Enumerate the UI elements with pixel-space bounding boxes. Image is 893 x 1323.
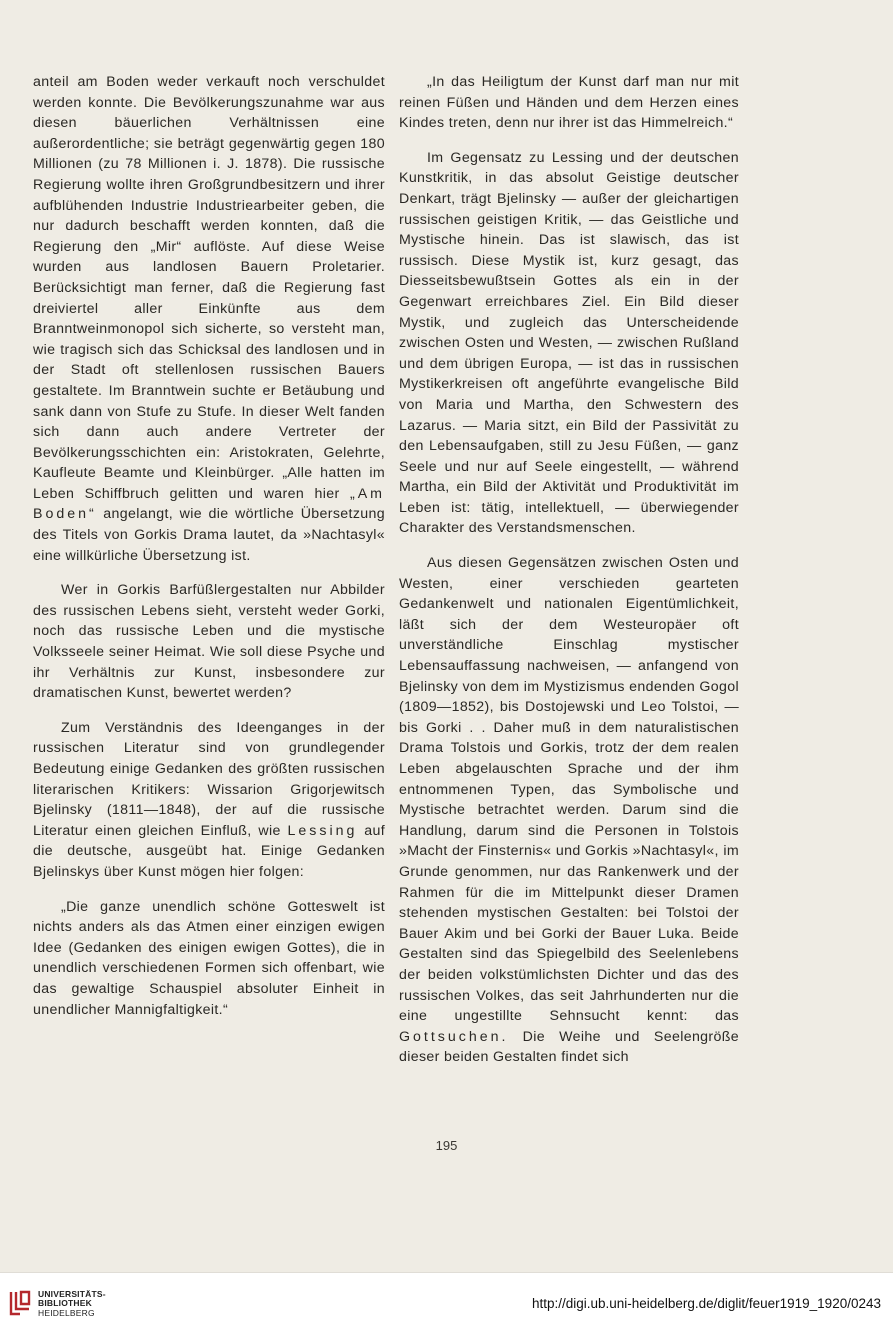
paragraph <box>33 718 385 883</box>
page-number: 195 <box>435 1138 458 1153</box>
paragraph-text: Aus diesen Gegensätzen zwischen Osten und Westen, einer verschieden gearteten Gedankenwelt und nationalen Eigentümlichkeit, läßt sich der dem Westeuropäer oft unverständliche Einschlag mystischer Lebensauffassung nachweisen, — anfangend von Bjelinsky von dem im Mystizismus endenden Gogol (1809—1852), bis Dostojewski und Leo Tolstoi, — bis Gorki . . Daher muß in dem naturalistischen Drama Tolstois und Gorkis, trotz der dem realen Leben abgelauschten Sprache und der ihm entnommenen Typen, das Symbolische und Mystische betrachtet werden. Darum sind die Handlung, darum sind die Personen in Tolstois »Macht der Finsternis« und Gorkis »Nachtasyl«, im Grunde genommen, nur das Rankenwerk und der Rahmen für die im Mittelpunkt dieser Dramen stehenden mystischen Gestalten: bei Tolstoi der Bauer Akim und bei Gorki der Bauer Luka. Beide Gestalten sind das Spiegelbild des Seelenlebens der beiden volkstümlichsten Dichter und das des russischen Volkes, das seit Jahrhunderten nur die eine ungestillte Sehnsucht kennt: das <box>399 555 739 1025</box>
right-text-column <box>399 72 739 1068</box>
quote-paragraph: „In das Heiligtum der Kunst darf man nur mit reinen Füßen und Händen und dem Herzen eines Kindes treten, denn nur ihrer ist das Himmelreich.“ <box>399 74 739 132</box>
paragraph: Im Gegensatz zu Lessing und der deutschen Kunstkritik, in das absolut Geistige deutscher Denkart, trägt Bjelinsky — außer der gleichartigen russischen geistigen Kritik, — das Geistliche und Mystische hinein. Das ist slawisch, das ist russisch. Diese Mystik ist, kurz gesagt, das Diesseitsbewußtsein Gottes als ein in der Gegenwart erreichbares Ziel. Ein Bild dieser Mystik, und zugleich das Unterscheidende zwischen Osten und Westen, — zwischen Rußland und dem übrigen Europa, — ist das in russischen Mystikerkreisen oft angeführte evangelische Bild von Maria und Martha, den Schwestern des Lazarus. — Maria sitzt, ein Bild der Passivität zu den Lebensaufgaben, still zu Jesu Füßen, — ganz Seele und nur auf Seele eingestellt, — während Martha, ein Bild der Aktivität und Produktivität im Leben ist: tätig, intellektuell, — überwiegender Charakter des Verstandsmenschen. <box>399 149 739 537</box>
logo-line: BIBLIOTHEK <box>38 1298 92 1309</box>
spaced-text: Gottsuchen. <box>399 1028 509 1045</box>
paragraph-text: anteil am Boden weder verkauft noch verschuldet werden konnte. Die Bevölkerungszunahme war aus diesen bäuerlichen Verhältnissen eine außerordentliche; sie beträgt gegenwärtig gegen 180 Millionen (zu 78 Millionen i. J. 1878). Die russische Regierung wollte ihren Großgrundbesitzern und ihrer aufblühenden Industrie Industriearbeiter geben, die nur dadurch beschafft werden konnten, daß die Regierung den „Mir“ auflöste. Auf diese Weise wurden aus landlosen Bauern Proletarier. Berücksichtigt man ferner, daß die Regierung fast dreiviertel aller Einkünfte aus dem Branntweinmonopol sich sicherte, so versteht man, wie tragisch sich das Schicksal des landlosen und in der Stadt oft stellenlosen russischen Bauers gestaltete. Im Branntwein suchte er Betäubung und sank dann von Stufe zu Stufe. In dieser Welt fanden sich dann auch andere Vertreter der Bevölkerungsschichten ein: Aristokraten, Gelehrte, Kaufleute Beamte und Kleinbürger. „Alle hatten im Leben Schiffbruch gelitten und waren hier <box>33 74 385 502</box>
paragraph-text: auf die deutsche, ausgeübt hat. Einige Gedanken Bjelinskys über Kunst mögen hier folgen: <box>33 822 385 880</box>
spaced-text: „Am Boden“ <box>33 485 385 523</box>
source-url-link[interactable]: http://digi.ub.uni-heidelberg.de/diglit/feuer1919_1920/0243 <box>531 1296 881 1311</box>
library-logo-icon[interactable] <box>8 1290 32 1316</box>
logo-line: UNIVERSITÄTS- <box>38 1289 106 1299</box>
paragraph-text: Die Weihe und Seelengröße dieser beiden Gestalten findet sich <box>399 1028 739 1066</box>
paragraph-text: angelangt, wie die wörtliche Übersetzung des Titels von Gorkis Drama lautet, da »Nachtasyl« eine willkürliche Übersetzung ist. <box>33 506 385 564</box>
paragraph-text: Zum Verständnis des Ideenganges in der russischen Literatur sind von grundlegender Bedeutung einige Gedanken des größten russischen literarischen Kritikers: Wissarion Grigorjewitsch Bjelinsky (1811—1848), der auf die russische Literatur einen gleichen Einfluß, wie <box>33 719 385 839</box>
paragraph <box>399 553 739 1068</box>
quote-paragraph: „Die ganze unendlich schöne Gotteswelt ist nichts anders als das Atmen einer einzigen ewigen Idee (Gedanken des einigen ewigen Gottes), die in unendlich verschiedenen Formen sich offenbart, wie das gewaltige Schauspiel absoluter Einheit in unendlicher Mannigfaltigkeit.“ <box>33 898 385 1018</box>
spaced-text: Lessing <box>287 822 358 839</box>
left-text-column <box>33 72 385 1020</box>
paragraph <box>33 72 385 566</box>
paragraph: Wer in Gorkis Barfüßlergestalten nur Abbilder des russischen Lebens sieht, versteht weder Gorki, noch das russische Leben und die mystische Volksseele seiner Heimat. Wie soll diese Psyche und ihr Verhältnis zur Kunst, insbesondere zur dramatischen Kunst, bewertet werden? <box>33 582 385 702</box>
logo-line: HEIDELBERG <box>38 1307 95 1318</box>
library-logo-text[interactable] <box>38 1290 106 1318</box>
